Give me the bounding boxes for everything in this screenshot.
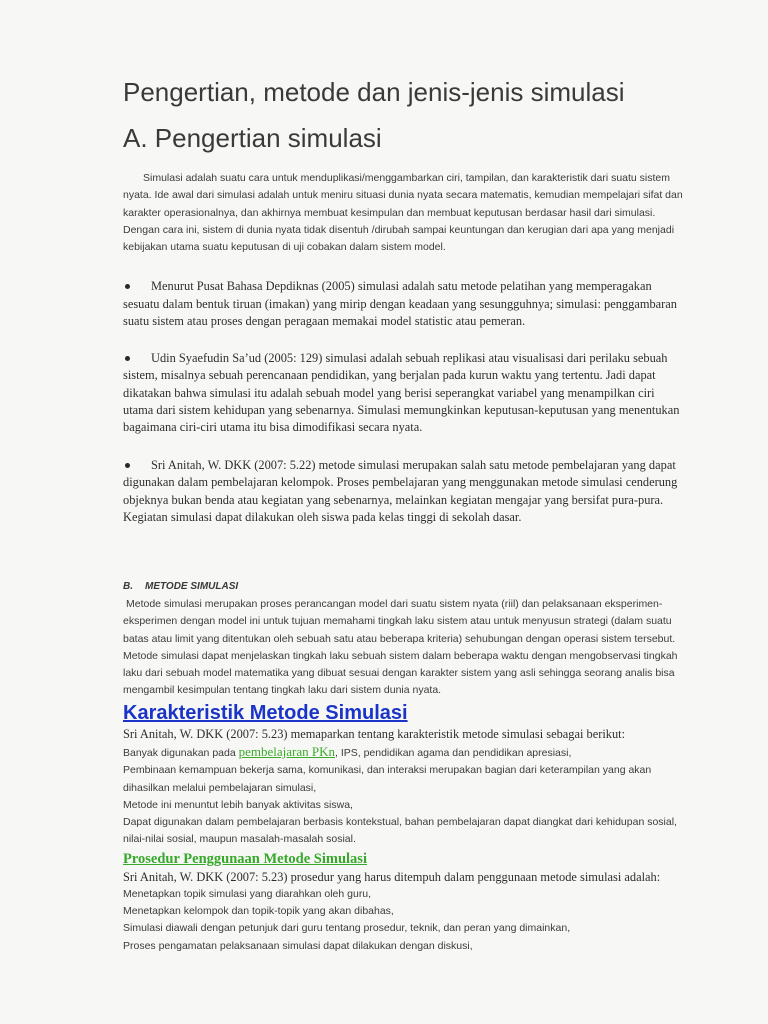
- prosedur-item-3: Simulasi diawali dengan petunjuk dari guru tentang prosedur, teknik, dan peran yang dimainkan,: [123, 922, 571, 935]
- section-b-letter: B.: [123, 580, 133, 592]
- prosedur-item-4: Proses pengamatan pelaksanaan simulasi dapat dilakukan dengan diskusi,: [123, 939, 473, 952]
- prosedur-item-1: Menetapkan topik simulasi yang diarahkan oleh guru,: [123, 887, 372, 900]
- prosedur-item-2: Menetapkan kelompok dan topik-topik yang akan dibahas,: [123, 905, 394, 918]
- section-a-intro: Simulasi adalah suatu cara untuk menduplikasi/menggambarkan ciri, tampilan, dan karakteristik dari suatu sistem nyata. Ide awal dari simulasi adalah untuk meniru situasi dunia nyata secara matematis, kemudian mempelajari sifat dan karakter operasionalnya, dan akhirnya membuat kesimpulan dan membuat keputusan berdasar hasil dari simulasi. Dengan cara ini, sistem di dunia nyata tidak disentuh /dirubah sampai keuntungan dan kerugian dari apa yang menjadi kebijakan utama suatu keputusan di uji cobakan dalam sistem model.: [123, 172, 683, 254]
- karakteristik-source: Sri Anitah, W. DKK (2007: 5.23) memaparkan tentang karakteristik metode simulasi sebagai berikut:: [123, 726, 626, 741]
- karakteristik-item-1-after: , IPS, pendidikan agama dan pendidikan apresiasi,: [334, 746, 572, 759]
- bullet-item-sri-anitah: [123, 457, 683, 526]
- bullet-dot-icon: [125, 463, 130, 468]
- karakteristik-item-4: Dapat digunakan dalam pembelajaran berbasis kontekstual, bahan pembelajaran dapat diangkat dari kehidupan sosial, nilai-nilai sosial, maupun masalah-masalah sosial.: [123, 816, 677, 846]
- karakteristik-item-1: [123, 743, 683, 762]
- bullet-text: Udin Syaefudin Sa’ud (2005: 129) simulasi adalah sebuah replikasi atau visualisasi dari perilaku sebuah sistem, misalnya sebuah perencanaan pendidikan, yang berjalan pada kurun waktu yang tertentu. Jadi dapat dikatakan bahwa simulasi itu adalah sebuah model yang berisi seperangkat variabel yang menampilkan ciri utama dari sistem kehidupan yang sebenarnya. Simulasi memungkinkan keputusan-keputusan yang menentukan bagaimana ciri-ciri utama itu bisa dimodifikasi secara nyata.: [123, 351, 680, 434]
- section-b-heading: [123, 580, 683, 594]
- pembelajaran-pkn-link[interactable]: pembelajaran PKn: [238, 743, 335, 759]
- bullet-dot-icon: [125, 284, 130, 289]
- bullet-item-depdiknas: [123, 278, 683, 330]
- section-b-title: METODE SIMULASI: [145, 580, 239, 592]
- bullet-text: Sri Anitah, W. DKK (2007: 5.22) metode simulasi merupakan salah satu metode pembelajaran yang dapat digunakan dalam pembelajaran kelompok. Proses pembelajaran yang menggunakan metode simulasi cenderung objeknya bukan benda atau kegiatan yang sebenarnya, melainkan kegiatan mengajar yang bersifat pura-pura. Kegiatan simulasi dapat dilakukan oleh siswa pada kelas tinggi di sekolah dasar.: [123, 458, 678, 524]
- karakteristik-item-1-before: Banyak digunakan pada: [123, 746, 239, 759]
- prosedur-heading[interactable]: Prosedur Penggunaan Metode Simulasi: [123, 850, 367, 867]
- section-a-heading: A. Pengertian simulasi: [123, 123, 382, 153]
- karakteristik-item-3: Metode ini menuntut lebih banyak aktivitas siswa,: [123, 798, 353, 811]
- document-page: [123, 76, 683, 955]
- karakteristik-item-2: Pembinaan kemampuan bekerja sama, komunikasi, dan interaksi merupakan bagian dari keterampilan yang akan dihasilkan melalui pembelajaran simulasi,: [123, 764, 652, 794]
- prosedur-source: Sri Anitah, W. DKK (2007: 5.23) prosedur yang harus ditempuh dalam penggunaan metode simulasi adalah:: [123, 869, 661, 884]
- bullet-item-udin: [123, 350, 683, 436]
- bullet-text: Menurut Pusat Bahasa Depdiknas (2005) simulasi adalah satu metode pelatihan yang memperagakan sesuatu dalam bentuk tiruan (imakan) yang mirip dengan keadaan yang sesungguhnya; simulasi: penggambaran suatu sistem atau proses dengan peragaan memakai model statistic atau pemeran.: [123, 279, 677, 328]
- bullet-dot-icon: [125, 356, 130, 361]
- section-b-body: Metode simulasi merupakan proses perancangan model dari suatu sistem nyata (riil) dan pelaksanaan eksperimen-eksperimen dengan model ini untuk tujuan memahami tingkah laku sistem atau untuk menyusun strategi (dalam suatu batas atau limit yang ditentukan oleh sebuah satu atau beberapa kriteria) sehubungan dengan operasi sistem tersebut. Metode simulasi dapat menjelaskan tingkah laku sebuah sistem dalam beberapa waktu dengan mengobservasi tingkah laku dari sebuah model matematika yang dibuat sesuai dengan karakter sistem yang asli sehingga seorang analis bisa mengambil kesimpulan tentang tingkah laku dari sistem dunia nyata.: [123, 597, 678, 697]
- document-title: Pengertian, metode dan jenis-jenis simulasi: [123, 77, 625, 107]
- karakteristik-heading[interactable]: Karakteristik Metode Simulasi: [123, 701, 408, 724]
